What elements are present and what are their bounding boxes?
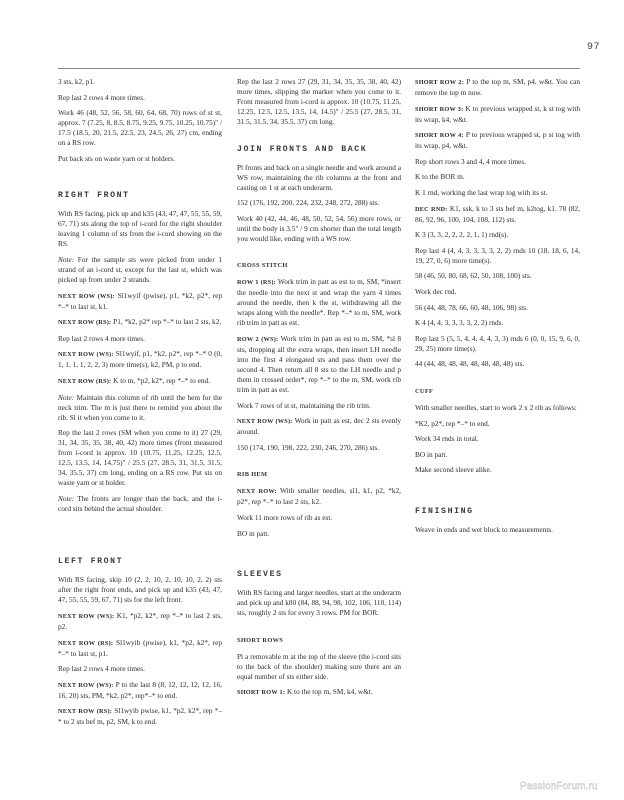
paragraph: *K2, p2*, rep *–* to end. — [415, 418, 490, 428]
row-label: NEXT ROW (WS): — [237, 418, 293, 426]
paragraph: With smaller needles, start to work 2 x 2 rib as follows: — [415, 402, 577, 412]
row-label: NEXT ROW (RS): — [58, 708, 113, 716]
row-label: SHORT ROW 3: — [415, 105, 464, 113]
paragraph: Pl a removable m at the top of the sleeve (the i-cord sits to the back of the shoulder) making sure there are an equal number of sts either side. — [237, 651, 401, 681]
instruction-row — [58, 349, 222, 370]
row-text: K to the top m, SM, k4, w&t. — [285, 687, 373, 697]
paragraph: Work 40 (42, 44, 46, 48, 50, 52, 54, 56) more rows, or until the body is 3.5" / 9 cm shorter than the total length you would like, ending with a WS row. — [237, 213, 401, 243]
row-label: SHORT ROW 1: — [237, 689, 286, 697]
row-text: K1, *p2, k2*, rep *–* to last 2 sts, p2. — [58, 610, 222, 631]
paragraph: Rep last 2 rows 4 more times. — [58, 92, 145, 102]
row-text: Work in patt as est, dec 2 sts evenly around. — [237, 416, 401, 437]
paragraph: Work 7 rows of st st, maintaining the rib trim. — [237, 400, 371, 410]
row-text: P to previous wrapped st, p st tog with its wrap, p4, w&t. — [415, 130, 580, 151]
paragraph: Work 11 more rows of rib as est. — [237, 512, 333, 522]
instruction-row — [415, 204, 580, 225]
row-text: Work trim in patt as est to m, SM, *sl 8 sts, dropping all the extra wraps, then insert LH needle into the first 4 elongated sts and pass them over the second 4. Then return all 8 sts to the LH needle and p them in crossed order*, rep *–* to the m, SM, work rib trim in patt as est. — [237, 333, 402, 394]
paragraph: 150 (174, 190, 198, 222, 230, 246, 270, 286) sts. — [237, 442, 380, 452]
paragraph: Rep short rows 3 and 4, 4 more times. — [415, 156, 527, 166]
instruction-row — [237, 416, 401, 437]
instruction-row — [237, 277, 401, 328]
left-column — [58, 77, 222, 733]
subhead-rib-hem: RIB HEM — [237, 471, 268, 479]
row-text: Sl1wyib (pwise), k1, *p2, k2*, rep *–* to last st, p1. — [58, 637, 222, 658]
instruction-row — [58, 680, 222, 701]
paragraph: BO in patt. — [415, 449, 448, 459]
note — [58, 494, 222, 514]
paragraph: 58 (46, 50, 80, 68, 62, 50, 108, 100) sts. — [415, 271, 532, 281]
paragraph: Pl fronts and back on a single needle and work around a WS row, maintaining the rib columns at the front and casting on 1 st at each underarm. — [237, 162, 401, 192]
paragraph: 3 sts, k2, p1. — [58, 77, 95, 86]
section-title-right-front: RIGHT FRONT — [58, 191, 130, 201]
paragraph: BO in patt. — [237, 528, 270, 538]
note-text: The fronts are longer than the back, and the i-cord sits behind the actual shoulder. — [58, 493, 222, 513]
instruction-row — [58, 611, 222, 632]
paragraph: Work 46 (48, 52, 56, 58, 60, 64, 68, 70) rows of st st, approx. 7 (7.25, 8, 8.5, 8.75, 9.25, 9.75, 10.25, 10.75)" / 17.5 (18.5, 20, 21.5, 22.5, 23, 24.5, 26, 27) cm, ending on a RS row. — [58, 108, 222, 148]
section-title-join-fronts-and-back: JOIN FRONTS AND BACK — [237, 144, 368, 154]
paragraph: Rep last 2 rows 4 more times. — [58, 333, 145, 343]
section-title-finishing: FINISHING — [415, 506, 474, 516]
row-text: With smaller needles, sl1, k1, p2, *k2, p2*, rep *–* to last 2 sts, k2. — [237, 486, 402, 507]
row-label: ROW 2 (WS): — [237, 335, 279, 343]
paragraph: Rep the last 2 rows 27 (29, 31, 34, 35, 35, 38, 40, 42) more times, slipping the marker when you come to it. Front measured from i-cord is approx. 10 (10.75, 11.25, 12.25, 12.5, 12.5, 13.5, 14, 14.5)" / 25.5 (27, 28.5, 31, 31.5, 31.5, 34, 35.5, 37) cm long. — [237, 77, 401, 126]
paragraph: K 1 rnd, working the last wrap tog with its st. — [415, 187, 548, 197]
paragraph: Rep last 2 rows 4 more times. — [58, 664, 145, 674]
row-text: K1, ssk, k to 3 sts bef m, k2tog, k1. 78 (82, 86, 92, 96, 100, 104, 108, 112) sts. — [415, 203, 580, 224]
right-column — [415, 77, 580, 540]
section-title-sleeves: SLEEVES — [237, 570, 283, 580]
row-label: SHORT ROW 2: — [415, 79, 465, 86]
row-label: NEXT ROW (RS): — [58, 639, 114, 647]
subhead-cuff: CUFF — [415, 387, 434, 395]
instruction-row — [415, 104, 580, 125]
row-label: DEC RND: — [415, 205, 448, 213]
row-text: Work trim in patt as est to m, SM, *insert the needle into the next st and wrap the yarn 4 times around the needle, then k the st, withdrawing all the wraps along with the needle*. Rep *–* to m, SM, work rib trim in patt as est. — [237, 277, 401, 328]
paragraph: 56 (44, 48, 78, 66, 60, 48, 106, 98) sts. — [415, 302, 528, 312]
paragraph: 152 (176, 192, 200, 224, 232, 248, 272, 288) sts. — [237, 198, 380, 208]
instruction-row — [58, 317, 222, 328]
row-label: NEXT ROW: — [237, 488, 277, 496]
paragraph: Work dec rnd. — [415, 286, 457, 296]
paragraph: Rep last 4 (4, 4, 3, 3, 3, 3, 2, 2) rnds 10 (18, 18, 6, 14, 19, 27, 0, 6) more time(s). — [415, 245, 580, 265]
note-label: Note: — [58, 392, 75, 402]
paragraph: K 4 (4, 4, 3, 3, 3, 3, 2, 2) rnds. — [415, 318, 504, 328]
paragraph: With RS facing, skip 10 (2, 2, 10, 2, 10, 10, 2, 2) sts after the right front ends, and pick up and k35 (43, 47, 47, 55, 55, 59, 67, 71) sts for the left front. — [58, 575, 222, 605]
row-label: NEXT ROW (WS): — [58, 612, 115, 620]
row-text: P to the top m, SM, p4, w&t. You can remove the top m now. — [415, 77, 580, 97]
instruction-row — [58, 291, 222, 312]
paragraph: Make second sleeve alike. — [415, 465, 492, 475]
row-label: ROW 1 (RS): — [237, 279, 276, 287]
section-title-left-front: LEFT FRONT — [58, 557, 124, 567]
note-text: Maintain this column of rib until the hem for the neck trim. The m is just there to remind you about the rib. Sl it when you come to it. — [58, 392, 222, 422]
row-text: P to the last 8 (8, 12, 12, 12, 12, 16, 16, 20) sts, PM, *k2, p2*, rep*–* to end. — [58, 679, 222, 700]
subhead-short-rows: SHORT ROWS — [237, 636, 284, 644]
page-number: 97 — [586, 42, 600, 53]
middle-column — [237, 77, 401, 704]
paragraph: K to the BOR m. — [415, 172, 465, 182]
instruction-row — [58, 376, 222, 387]
row-text: Sl1wyif, p1, *k2, p2*, rep *–* 0 (0, 1, 1, 1, 1, 2, 2, 3) more time(s), k2, PM, p to end. — [58, 349, 222, 370]
note-text: For the sample sts were picked from under 1 strand of an i-cord st, except for the last st, which was picked up from under 2 strands. — [58, 254, 222, 284]
paragraph: Rep the last 2 rows (SM when you come to it) 27 (29, 31, 34, 35, 35, 38, 40, 42) more times (front measured from i-cord is approx. 10 (10.75, 11.25, 12.25, 12.5, 12.5, 13.5, 14, 14.75)" / 25.5 (27, 28.5, 31, 31.5, 31.5, 34, 35.5, 37) cm long, ending on a RS row. Put sts on waste yarn or st holder. — [58, 428, 222, 488]
row-label: SHORT ROW 4: — [415, 132, 464, 140]
instruction-row — [415, 77, 580, 98]
instruction-row — [58, 706, 222, 727]
paragraph: 44 (44, 48, 48, 48, 48, 48, 48, 48) sts. — [415, 359, 525, 369]
paragraph: K 3 (3, 3, 2, 2, 2, 2, 1, 1) rnd(s). — [415, 230, 509, 240]
instruction-row — [237, 687, 401, 698]
instruction-row — [237, 486, 401, 507]
row-text: Sl1wyif (pwise), p1, *k2, p2*, rep *–* to last st, k1. — [58, 290, 222, 311]
paragraph: Rep last 5 (5, 5, 4, 4, 4, 4, 3, 3) rnds 6 (0, 0, 15, 9, 6, 0, 29, 25) more time(s). — [415, 333, 580, 353]
paragraph: With RS facing, pick up and k35 (43, 47, 47, 55, 55, 59, 67, 71) sts along the top of i-cord for the right shoulder leaving 1 column of sts from the i-cord showing on the RS. — [58, 209, 222, 249]
row-label: NEXT ROW (WS): — [58, 292, 115, 300]
instruction-row — [237, 334, 401, 395]
row-text: K to m, *p2, k2*, rep *–* to end. — [111, 375, 211, 385]
paragraph: Weave in ends and wet block to measurements. — [415, 524, 554, 534]
paragraph: With RS facing and larger needles, start at the underarm and pick up and k80 (84, 88, 94, 98, 102, 106, 110, 114) sts, roughly 2 sts for every 3 rows. PM for BOR. — [237, 588, 401, 618]
row-label: NEXT ROW (WS): — [58, 351, 114, 359]
note — [58, 255, 222, 285]
paragraph: Put back sts on waste yarn or st holders. — [58, 153, 175, 163]
row-label: NEXT ROW (RS): — [58, 377, 112, 385]
row-text: Sl1wyib pwise, k1, *p2, k2*, rep *–* to 2 sts bef m, p2, SM, k to end. — [58, 706, 222, 727]
header-rule — [58, 68, 580, 69]
row-text: K to previous wrapped st, k st tog with its wrap, k4, w&t. — [415, 103, 580, 124]
watermark: PassionForum.ru — [520, 781, 598, 792]
instruction-row — [415, 130, 580, 151]
row-text: P1, *k2, p2* rep *–* to last 2 sts, k2. — [111, 317, 222, 327]
row-label: NEXT ROW (WS): — [58, 681, 114, 689]
instruction-row — [58, 638, 222, 659]
subhead-cross-stitch: CROSS STITCH — [237, 262, 288, 270]
note-label: Note: — [58, 493, 75, 503]
row-label: NEXT ROW (RS): — [58, 319, 112, 327]
note-label: Note: — [58, 254, 75, 264]
note — [58, 393, 222, 423]
paragraph: Work 34 rnds in total. — [415, 434, 479, 444]
